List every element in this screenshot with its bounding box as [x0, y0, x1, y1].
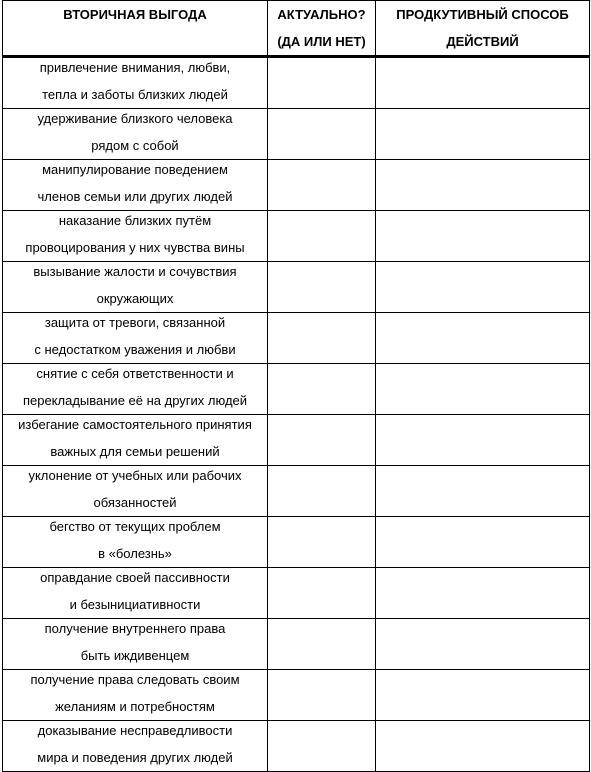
- secondary-gain-text: важных для семьи решений: [50, 444, 220, 459]
- table-row: [3, 670, 590, 721]
- secondary-gain-text: рядом с собой: [91, 138, 179, 153]
- secondary-gain-text: перекладывание её на других людей: [22, 393, 248, 408]
- secondary-gain-text: защита от тревоги, связанной: [44, 315, 226, 330]
- relevant-answer-cell[interactable]: [268, 313, 376, 364]
- secondary-gain-text: удерживание близкого человека: [37, 111, 233, 126]
- header-secondary-gain: [3, 1, 268, 57]
- secondary-gain-cell: [3, 721, 268, 772]
- productive-way-cell[interactable]: [376, 109, 590, 160]
- secondary-gain-text: быть иждивенцем: [80, 648, 190, 663]
- secondary-gain-text: получение внутреннего права: [44, 621, 226, 636]
- relevant-answer-cell[interactable]: [268, 57, 376, 109]
- table-row: [3, 415, 590, 466]
- productive-way-cell[interactable]: [376, 211, 590, 262]
- secondary-gain-text: и безынициативности: [69, 597, 201, 612]
- table-row: [3, 721, 590, 772]
- secondary-gain-text: членов семьи или других людей: [37, 189, 233, 204]
- table-row: [3, 160, 590, 211]
- header-relevant: [268, 1, 376, 57]
- table-row: [3, 568, 590, 619]
- secondary-gain-cell: [3, 109, 268, 160]
- secondary-gain-cell: [3, 517, 268, 568]
- table-row: [3, 619, 590, 670]
- secondary-gain-text: получение права следовать своим: [30, 672, 240, 687]
- secondary-gain-text: бегство от текущих проблем: [49, 519, 221, 534]
- relevant-answer-cell[interactable]: [268, 109, 376, 160]
- relevant-answer-cell[interactable]: [268, 415, 376, 466]
- productive-way-cell[interactable]: [376, 670, 590, 721]
- secondary-gain-text: оправдание своей пассивности: [40, 570, 230, 585]
- secondary-gain-cell: [3, 160, 268, 211]
- secondary-gain-cell: [3, 619, 268, 670]
- table-row: [3, 466, 590, 517]
- header-line: (ДА ИЛИ НЕТ): [277, 34, 366, 49]
- secondary-gain-text: избегание самостоятельного принятия: [18, 417, 252, 432]
- header-line: ДЕЙСТВИЙ: [446, 34, 519, 49]
- productive-way-cell[interactable]: [376, 466, 590, 517]
- secondary-gain-cell: [3, 313, 268, 364]
- table-row: [3, 517, 590, 568]
- secondary-gain-text: снятие с себя ответственности и: [36, 366, 234, 381]
- table-row: [3, 109, 590, 160]
- table-row: [3, 364, 590, 415]
- secondary-gain-text: обязанностей: [93, 495, 177, 510]
- secondary-gain-cell: [3, 568, 268, 619]
- productive-way-cell[interactable]: [376, 568, 590, 619]
- secondary-gain-cell: [3, 466, 268, 517]
- header-productive-way: [376, 1, 590, 57]
- productive-way-cell[interactable]: [376, 415, 590, 466]
- secondary-gain-cell: [3, 364, 268, 415]
- relevant-answer-cell[interactable]: [268, 160, 376, 211]
- secondary-gain-table: [2, 0, 590, 772]
- secondary-gain-text: манипулирование поведением: [42, 162, 228, 177]
- productive-way-cell[interactable]: [376, 313, 590, 364]
- relevant-answer-cell[interactable]: [268, 670, 376, 721]
- secondary-gain-text: окружающих: [96, 291, 174, 306]
- relevant-answer-cell[interactable]: [268, 466, 376, 517]
- relevant-answer-cell[interactable]: [268, 517, 376, 568]
- header-line: ВТОРИЧНАЯ ВЫГОДА: [63, 7, 207, 22]
- table-header-row: [3, 1, 590, 57]
- relevant-answer-cell[interactable]: [268, 568, 376, 619]
- relevant-answer-cell[interactable]: [268, 619, 376, 670]
- secondary-gain-cell: [3, 670, 268, 721]
- secondary-gain-text: доказывание несправедливости: [37, 723, 233, 738]
- secondary-gain-cell: [3, 57, 268, 109]
- table-row: [3, 211, 590, 262]
- table-row: [3, 262, 590, 313]
- productive-way-cell[interactable]: [376, 364, 590, 415]
- productive-way-cell[interactable]: [376, 619, 590, 670]
- relevant-answer-cell[interactable]: [268, 262, 376, 313]
- secondary-gain-text: с недостатком уважения и любви: [34, 342, 236, 357]
- secondary-gain-cell: [3, 262, 268, 313]
- table-row: [3, 57, 590, 109]
- secondary-gain-text: наказание близких путём: [58, 213, 212, 228]
- secondary-gain-text: провоцирования у них чувства вины: [25, 240, 245, 255]
- secondary-gain-text: в «болезнь»: [98, 546, 172, 561]
- secondary-gain-text: вызывание жалости и сочувствия: [33, 264, 237, 279]
- header-line: ПРОДКУТИВНЫЙ СПОСОБ: [396, 7, 569, 22]
- relevant-answer-cell[interactable]: [268, 364, 376, 415]
- secondary-gain-cell: [3, 211, 268, 262]
- relevant-answer-cell[interactable]: [268, 211, 376, 262]
- table-row: [3, 313, 590, 364]
- secondary-gain-text: уклонение от учебных или рабочих: [28, 468, 242, 483]
- secondary-gain-cell: [3, 415, 268, 466]
- productive-way-cell[interactable]: [376, 160, 590, 211]
- header-line: АКТУАЛЬНО?: [277, 7, 366, 22]
- productive-way-cell[interactable]: [376, 721, 590, 772]
- productive-way-cell[interactable]: [376, 517, 590, 568]
- relevant-answer-cell[interactable]: [268, 721, 376, 772]
- secondary-gain-text: привлечение внимания, любви,: [39, 60, 231, 75]
- secondary-gain-text: мира и поведения других людей: [37, 750, 233, 765]
- secondary-gain-text: желаниям и потребностям: [55, 699, 215, 714]
- productive-way-cell[interactable]: [376, 57, 590, 109]
- productive-way-cell[interactable]: [376, 262, 590, 313]
- secondary-gain-text: тепла и заботы близких людей: [42, 87, 228, 102]
